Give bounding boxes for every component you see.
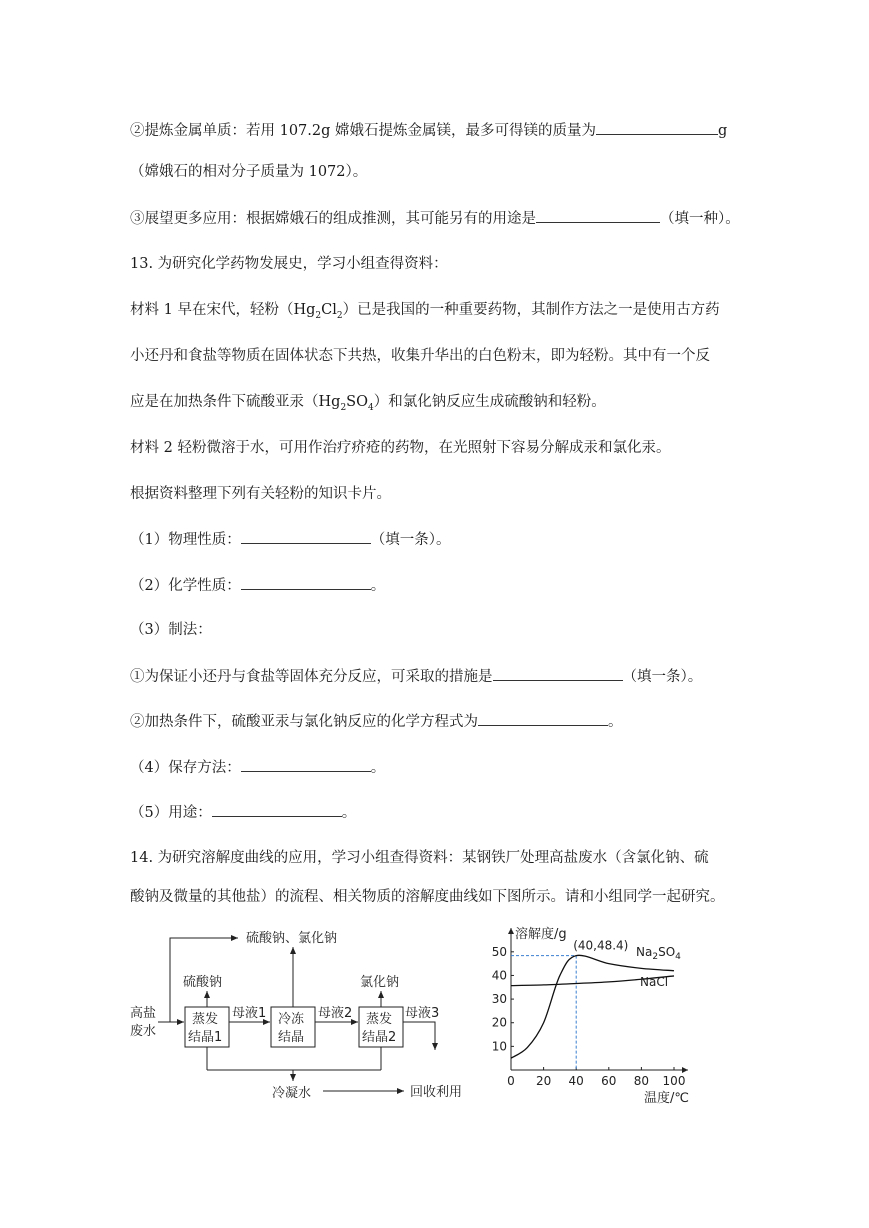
x-tick-label: 0 xyxy=(507,1074,515,1088)
peak-annotation: (40,48.4) xyxy=(573,938,629,953)
y-axis-arrow xyxy=(508,928,514,934)
nacl-label: NaCl xyxy=(640,975,669,989)
solubility-chart xyxy=(488,920,713,1110)
usage-item: （5）用途： 。 xyxy=(130,802,356,823)
x-axis-arrow xyxy=(682,1067,688,1073)
box-label: 结晶 xyxy=(278,1030,305,1045)
recycle-label: 回收利用 xyxy=(410,1085,463,1100)
box-label: 冷冻 xyxy=(278,1012,305,1027)
y-axis-label: 溶解度/g xyxy=(515,927,567,942)
material-1-line-2: 小还丹和食盐等物质在固体状态下共热，收集升华出的白色粉末，即为轻粉。其中有一个反 xyxy=(130,348,710,364)
answer-blank[interactable] xyxy=(493,666,623,681)
na2so4-curve xyxy=(511,955,674,1058)
answer-blank[interactable] xyxy=(478,711,608,726)
x-tick-label: 40 xyxy=(568,1074,584,1088)
y-tick-label: 40 xyxy=(491,968,507,983)
condensed-water-label: 冷凝水 xyxy=(272,1086,312,1101)
material-1-line-3: 应是在加热条件下硫酸亚汞$(Hg_2SO_4)$和氯化钠反应生成硫酸钠和轻粉。 xyxy=(130,394,606,413)
mother-liquor-label: 母液2 xyxy=(318,1006,353,1021)
answer-blank[interactable] xyxy=(536,208,660,223)
box-label: 蒸发 xyxy=(192,1012,219,1027)
input-label: 废水 xyxy=(130,1024,157,1039)
molar-mass-note: （嫦娥石的相对分子质量为 1072）。 xyxy=(130,164,368,180)
x-tick-label: 80 xyxy=(633,1074,650,1088)
answer-blank[interactable] xyxy=(241,575,371,590)
answer-blank[interactable] xyxy=(241,529,371,544)
material-2: 材料 2 轻粉微溶于水，可用作治疗疥疮的药物，在光照射下容易分解成汞和氯化汞。 xyxy=(130,440,671,456)
box-label: 结晶2 xyxy=(362,1030,397,1045)
x-tick-label: 20 xyxy=(535,1074,552,1088)
chemical-property-item: （2）化学性质： 。 xyxy=(130,575,385,596)
storage-item: （4）保存方法： 。 xyxy=(130,757,385,778)
question-14-stem-2: 酸钠及微量的其他盐）的流程、相关物质的溶解度曲线如下图所示。请和小组同学一起研究。 xyxy=(130,889,725,905)
material-1-line-1: 材料 1 早在宋代，轻粉$(Hg_2Cl_2)$已是我国的一种重要药物，其制作方法之一是使用古方药 xyxy=(130,302,720,321)
y-tick-label: 30 xyxy=(491,992,507,1007)
preparation-item-2: ②加热条件下，硫酸亚汞与氯化钠反应的化学方程式为 。 xyxy=(130,711,623,732)
answer-blank[interactable] xyxy=(212,802,342,817)
question-13-stem: 13. 为研究化学药物发展史，学习小组查得资料： xyxy=(130,256,448,272)
knowledge-card-intro: 根据资料整理下列有关轻粉的知识卡片。 xyxy=(130,486,391,502)
question-14-stem-1: 14. 为研究溶解度曲线的应用，学习小组查得资料：某钢铁厂处理高盐废水（含氯化钠、硫 xyxy=(130,850,709,866)
box-label: 蒸发 xyxy=(366,1012,393,1027)
y-tick-label: 20 xyxy=(491,1015,507,1030)
preparation-item-1: ①为保证小还丹与食盐等固体充分反应，可采取的措施是 （填一条）。 xyxy=(130,666,702,687)
sodium-chloride-output: 氯化钠 xyxy=(360,975,400,990)
physical-property-item: （1）物理性质： （填一条）。 xyxy=(130,529,450,550)
mother-liquor-label: 母液1 xyxy=(232,1006,267,1021)
x-axis-label: 温度/℃ xyxy=(644,1091,689,1106)
y-tick-label: 10 xyxy=(491,1039,507,1054)
answer-blank[interactable] xyxy=(596,120,718,135)
preparation-heading: （3）制法： xyxy=(130,622,212,638)
na2so4-label: $Na_2SO_4$ xyxy=(636,945,681,962)
recycled-salt-label: 硫酸钠、氯化钠 xyxy=(246,931,338,946)
mg-mass-question: ②提炼金属单质：若用 107.2g 嫦娥石提炼金属镁，最多可得镁的质量为 g xyxy=(130,120,727,141)
box-label: 结晶1 xyxy=(188,1030,223,1045)
input-label: 高盐 xyxy=(130,1006,157,1021)
sodium-sulfate-output: 硫酸钠 xyxy=(183,975,223,990)
y-tick-label: 50 xyxy=(491,944,507,959)
process-flow-diagram xyxy=(128,925,468,1110)
x-tick-label: 100 xyxy=(662,1074,686,1088)
x-tick-label: 60 xyxy=(601,1074,617,1088)
mother-liquor-label: 母液3 xyxy=(405,1006,440,1021)
usage-question: ③展望更多应用：根据嫦娥石的组成推测，其可能另有的用途是 （填一种）。 xyxy=(130,208,740,229)
answer-blank[interactable] xyxy=(241,757,371,772)
